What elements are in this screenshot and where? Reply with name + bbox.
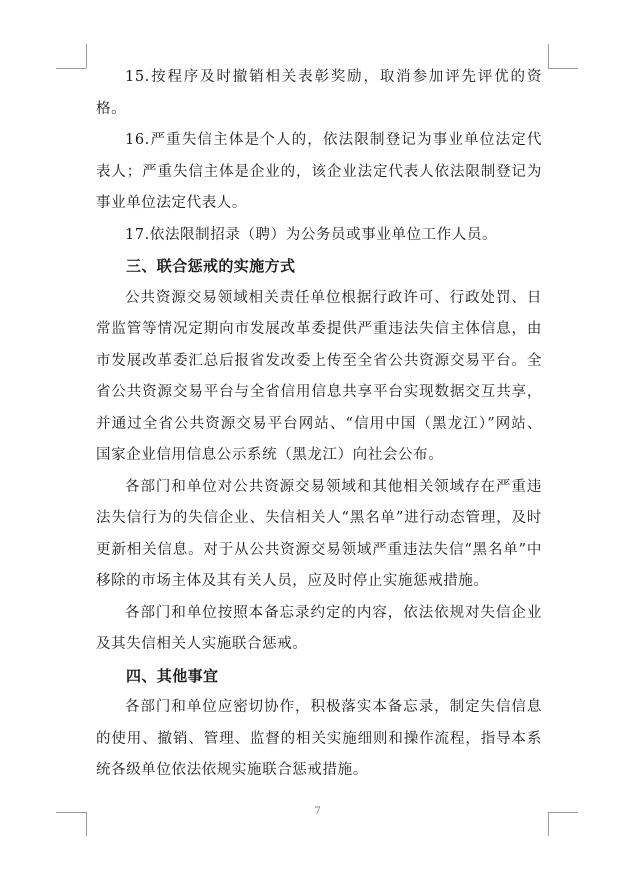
paragraph-implementation-1: 公共资源交易领域相关责任单位根据行政许可、行政处罚、日常监管等情况定期向市发展改革委提供严重违法失信主体信息，由市发展改革委汇总后报省发改委上传至全省公共资源交易平台。全省公共资源交易平台与全省信用信息共享平台实现数据交互共享，并通过全省公共资源交易平台网站、“信用中国（黑龙江）”网站、国家企业信用信息公示系统（黑龙江）向社会公布。 [96,289,542,463]
document-body [96,62,542,787]
paragraph-implementation-2: 各部门和单位对公共资源交易领域和其他相关领域存在严重违法失信行为的失信企业、失信相关人“黑名单”进行动态管理，及时更新相关信息。对于从公共资源交易领域严重违法失信“黑名单”中移除的市场主体及其有关人员，应及时停止实施惩戒措施。 [96,478,542,589]
crop-mark-top-left-h [56,68,86,69]
paragraph-item-15: 15.按程序及时撤销相关表彰奖励，取消参加评先评优的资格。 [96,69,542,117]
paragraph-item-16: 16.严重失信主体是个人的，依法限制登记为事业单位法定代表人；严重失信主体是企业的，该企业法定代表人依法限制登记为事业单位法定代表人。 [96,132,542,211]
crop-mark-top-right-h [548,68,578,69]
section-heading-3: 三、联合惩戒的实施方式 [126,257,296,275]
paragraph-other-matters: 各部门和单位应密切协作，积极落实本备忘录，制定失信信息的使用、撤销、管理、监督的相关实施细则和操作流程，指导本系统各级单位依法依规实施联合惩戒措施。 [96,699,542,778]
crop-mark-top-right-v [548,44,549,68]
page-number: 7 [314,806,321,817]
section-heading-4: 四、其他事宜 [126,666,219,685]
paragraph-implementation-3: 各部门和单位按照本备忘录约定的内容，依法依规对失信企业及其失信相关人实施联合惩戒。 [96,604,542,652]
paragraph-item-17: 17.依法限制招录（聘）为公务员或事业单位工作人员。 [125,226,498,243]
crop-mark-top-left-v [86,44,87,68]
